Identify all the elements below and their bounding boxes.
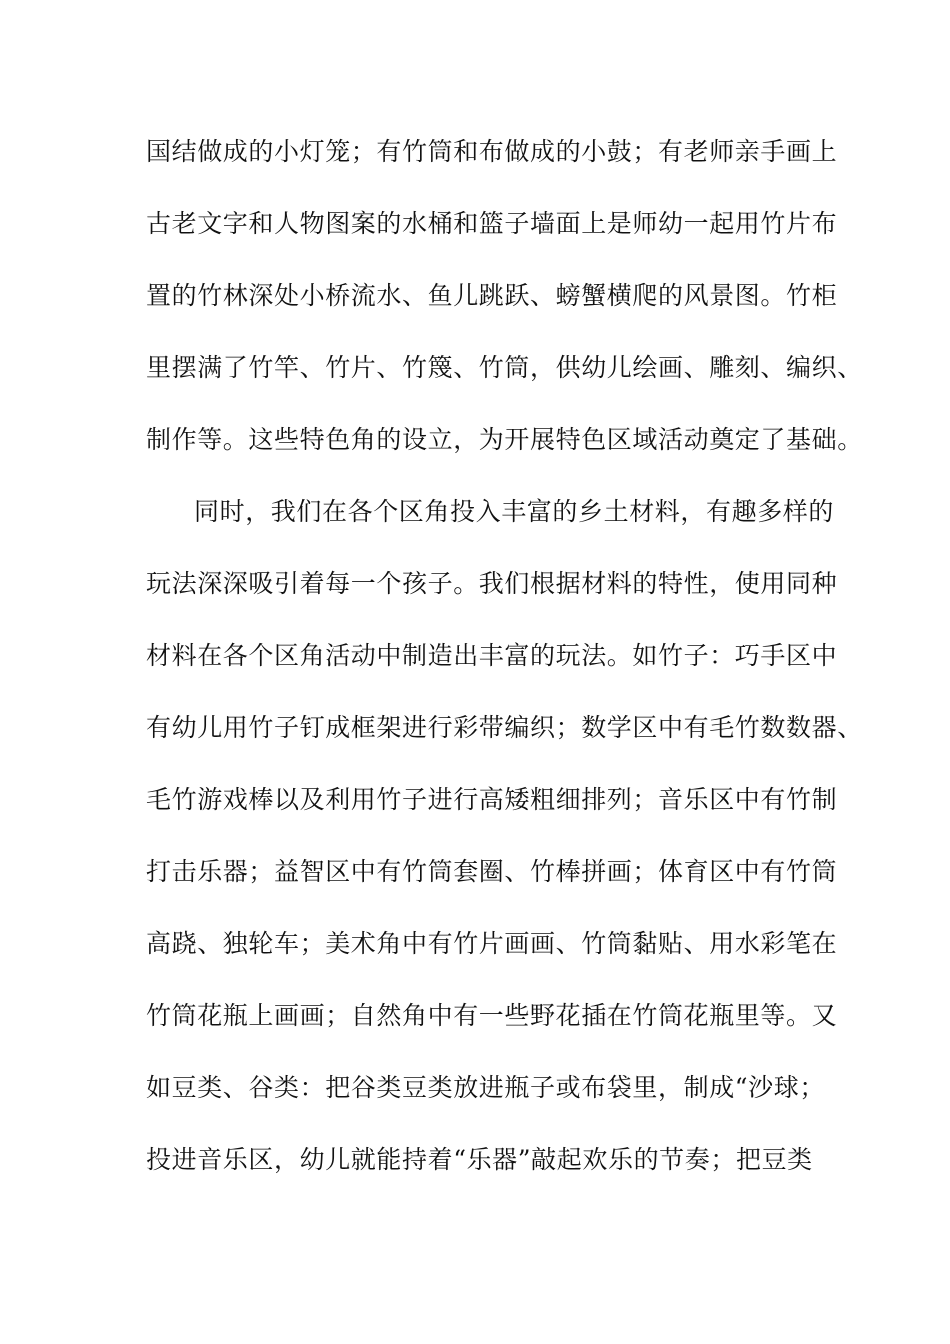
text-line: 玩法深深吸引着每一个孩子。我们根据材料的特性，使用同种 — [146, 569, 838, 598]
text-line: 有幼儿用竹子钉成框架进行彩带编织；数学区中有毛竹数数器、 — [146, 713, 863, 742]
body-text — [146, 128, 863, 1208]
text-line: 材料在各个区角活动中制造出丰富的玩法。如竹子：巧手区中 — [146, 641, 838, 670]
text-line: 里摆满了竹竿、竹片、竹篾、竹筒，供幼儿绘画、雕刻、编织、 — [146, 353, 863, 382]
text-line: 打击乐器；益智区中有竹筒套圈、竹棒拼画；体育区中有竹筒 — [146, 857, 838, 886]
text-line: 置的竹林深处小桥流水、鱼儿跳跃、螃蟹横爬的风景图。竹柜 — [146, 281, 838, 310]
paragraph-first-line: 同时，我们在各个区角投入丰富的乡土材料，有趣多样的 — [194, 497, 835, 526]
text-line: 高跷、独轮车；美术角中有竹片画画、竹筒黏贴、用水彩笔在 — [146, 929, 838, 958]
text-line: 古老文字和人物图案的水桶和篮子墙面上是师幼一起用竹片布 — [146, 209, 838, 238]
text-line: 毛竹游戏棒以及利用竹子进行高矮粗细排列；音乐区中有竹制 — [146, 785, 838, 814]
text-line: 如豆类、谷类：把谷类豆类放进瓶子或布袋里，制成“沙球； — [146, 1073, 825, 1102]
text-line: 国结做成的小灯笼；有竹筒和布做成的小鼓；有老师亲手画上 — [146, 137, 838, 166]
text-line: 竹筒花瓶上画画；自然角中有一些野花插在竹筒花瓶里等。又 — [146, 1001, 838, 1030]
text-line: 制作等。这些特色角的设立，为开展特色区域活动奠定了基础。 — [146, 425, 863, 454]
text-line: 投进音乐区，幼儿就能持着“乐器”敲起欢乐的节奏；把豆类 — [146, 1145, 813, 1174]
